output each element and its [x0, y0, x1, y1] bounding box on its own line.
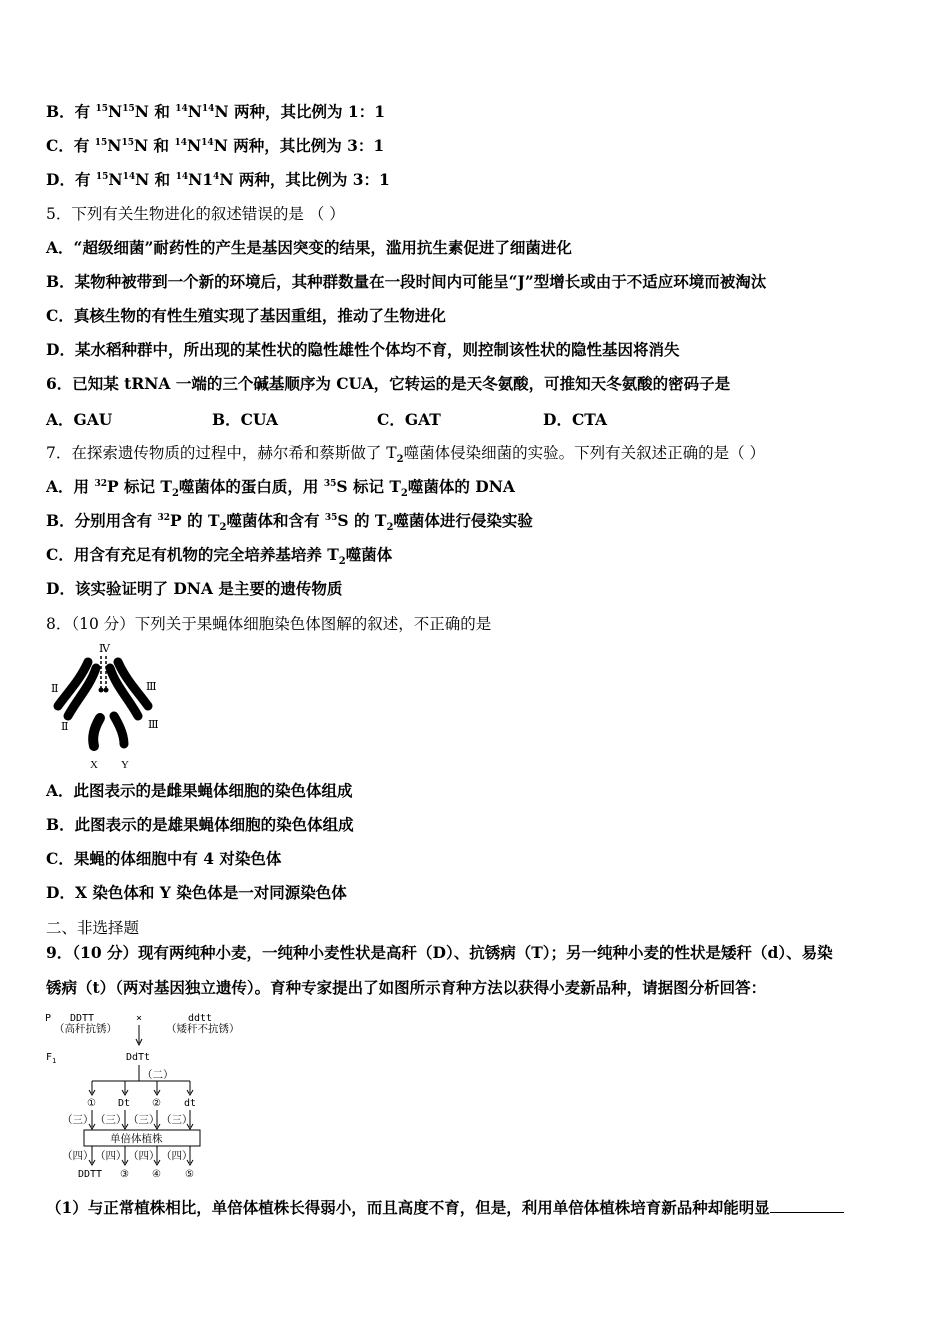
- q7-stem: 7．在探索遗传物质的过程中，赫尔希和蔡斯做了 $T_2$噬菌体侵染细菌的实验。下列有关叙述正确的是（ ）: [46, 444, 766, 466]
- fruit-fly-chromosome-figure: [48, 640, 168, 775]
- chromosome-label-y: Y: [121, 759, 129, 771]
- diagram-gamete-2: ②: [152, 1098, 161, 1109]
- q6-option-b: B．CUA: [212, 410, 279, 429]
- diagram-step-3-a: （三）: [62, 1114, 94, 1126]
- chromosome-y: [114, 716, 124, 744]
- diagram-step-4-b: （四）: [95, 1150, 127, 1162]
- q7-option-c: C．用含有充足有机物的完全培养基培养 $T_2$噬菌体: [46, 545, 393, 568]
- diagram-gamete-dt-lower: dt: [184, 1098, 197, 1109]
- diagram-parent2-desc: （矮秆不抗锈）: [166, 1023, 240, 1035]
- q5-option-a: A．“超级细菌”耐药性的产生是基因突变的结果，滥用抗生素促进了细菌进化: [46, 238, 572, 257]
- q8-option-c: C．果蝇的体细胞中有 4 对染色体: [46, 849, 282, 868]
- q8-stem: 8．（10 分）下列关于果蝇体细胞染色体图解的叙述，不正确的是: [46, 615, 492, 633]
- section-heading-non-choice: 二、非选择题: [46, 919, 140, 937]
- q6-option-c: C．GAT: [377, 410, 441, 429]
- diagram-f1-genotype: DdTt: [126, 1052, 151, 1063]
- q5-stem: 5．下列有关生物进化的叙述错误的是 （ ）: [46, 205, 345, 223]
- q8-option-b: B．此图表示的是雄果蝇体细胞的染色体组成: [46, 815, 354, 834]
- diagram-gamete-dt: Dt: [118, 1098, 131, 1109]
- diagram-cross: ×: [136, 1013, 143, 1024]
- q5-option-d: D．某水稻种群中，所出现的某性状的隐性雄性个体均不育，则控制该性状的隐性基因将消失: [46, 340, 680, 359]
- chromosome-label-iv: Ⅳ: [99, 643, 110, 655]
- diagram-result-3: ③: [120, 1169, 129, 1180]
- diagram-step-3-d: （三）: [161, 1114, 193, 1126]
- q7-option-b: B．分别用含有 $^{32}$P 的 $T_2$噬菌体和含有 $^{35}$S 的 $T_2$噬菌体进行侵染实验: [46, 511, 533, 534]
- q5-option-b: B．某物种被带到一个新的环境后，其种群数量在一段时间内可能呈“J”型增长或由于不适应环境而被淘汰: [46, 272, 767, 291]
- q9-stem-line1: 9．（10 分）现有两纯种小麦，一纯种小麦性状是高秆（D）、抗锈病（T）；另一纯种小麦的性状是矮秆（d）、易染: [46, 943, 833, 962]
- diagram-gamete-1: ①: [87, 1098, 96, 1109]
- chromosome-label-x: X: [90, 759, 98, 771]
- q7-option-a: A．用 $^{32}$P 标记 $T_2$噬菌体的蛋白质，用 $^{35}$S 标记 $T_2$噬菌体的 DNA: [46, 477, 515, 500]
- chromosome-x: [93, 718, 100, 746]
- q6-stem: 6．已知某 tRNA 一端的三个碱基顺序为 CUA，它转运的是天冬氨酸，可推知天冬氨酸的密码子是: [46, 374, 731, 393]
- q4-option-c: C．有 $^{15}N^{15}N$ 和 $^{14}N^{14}N$ 两种，其比例为 3：1: [46, 136, 385, 155]
- chromosome-label-ii-bottom: Ⅱ: [61, 721, 69, 733]
- q8-option-d: D．X 染色体和 Y 染色体是一对同源染色体: [46, 883, 347, 902]
- diagram-step-2: （二）: [142, 1069, 174, 1081]
- diagram-f1-label: $F_1$: [46, 1052, 57, 1065]
- diagram-step-4-d: （四）: [161, 1150, 193, 1162]
- diagram-parent1-desc: （高秆抗锈）: [54, 1023, 117, 1035]
- q9-stem-line2: 锈病（t）（两对基因独立遗传）。育种专家提出了如图所示育种方法以获得小麦新品种，请据图分析回答：: [46, 978, 767, 997]
- q4-option-d: D．有 $^{15}N^{14}N$ 和 $^{14}N1^4N$ 两种，其比例为 3：1: [46, 170, 390, 189]
- diagram-p-label: P: [45, 1013, 52, 1024]
- q8-option-a: A．此图表示的是雌果蝇体细胞的染色体组成: [46, 781, 353, 800]
- q5-option-c: C．真核生物的有性生殖实现了基因重组，推动了生物进化: [46, 306, 446, 325]
- diagram-result-4: ④: [152, 1169, 161, 1180]
- q6-option-d: D．CTA: [543, 410, 607, 429]
- diagram-parent2: ddtt: [188, 1013, 213, 1024]
- q4-option-b: B．有 $^{15}N^{15}N$ 和 $^{14}N^{14}N$ 两种，其比例为 1：1: [46, 102, 385, 121]
- chromosome-label-iii-bottom: Ⅲ: [148, 719, 159, 731]
- chromosome-iv-dot-b: [104, 688, 109, 693]
- q7-option-d: D．该实验证明了 DNA 是主要的遗传物质: [46, 579, 343, 598]
- diagram-step-4-a: （四）: [62, 1150, 94, 1162]
- diagram-step-3-b: （三）: [95, 1114, 127, 1126]
- diagram-result-ddtt: DDTT: [78, 1169, 103, 1180]
- chromosome-label-iii-top: Ⅲ: [146, 681, 157, 693]
- q9-sub1: （1）与正常植株相比，单倍体植株长得弱小，而且高度不育，但是，利用单倍体植株培育新品种却能明显: [46, 1197, 844, 1219]
- answer-blank[interactable]: [770, 1198, 844, 1213]
- diagram-haploid-label: 单倍体植株: [110, 1133, 163, 1145]
- diagram-parent1: DDTT: [70, 1013, 95, 1024]
- chromosome-label-ii-top: Ⅱ: [51, 683, 59, 695]
- diagram-step-4-c: （四）: [128, 1150, 160, 1162]
- breeding-diagram: [40, 1007, 300, 1187]
- diagram-step-3-c: （三）: [128, 1114, 160, 1126]
- q6-option-a: A．GAU: [46, 410, 113, 429]
- chromosome-iv-dot-a: [99, 688, 104, 693]
- diagram-result-5: ⑤: [185, 1169, 194, 1180]
